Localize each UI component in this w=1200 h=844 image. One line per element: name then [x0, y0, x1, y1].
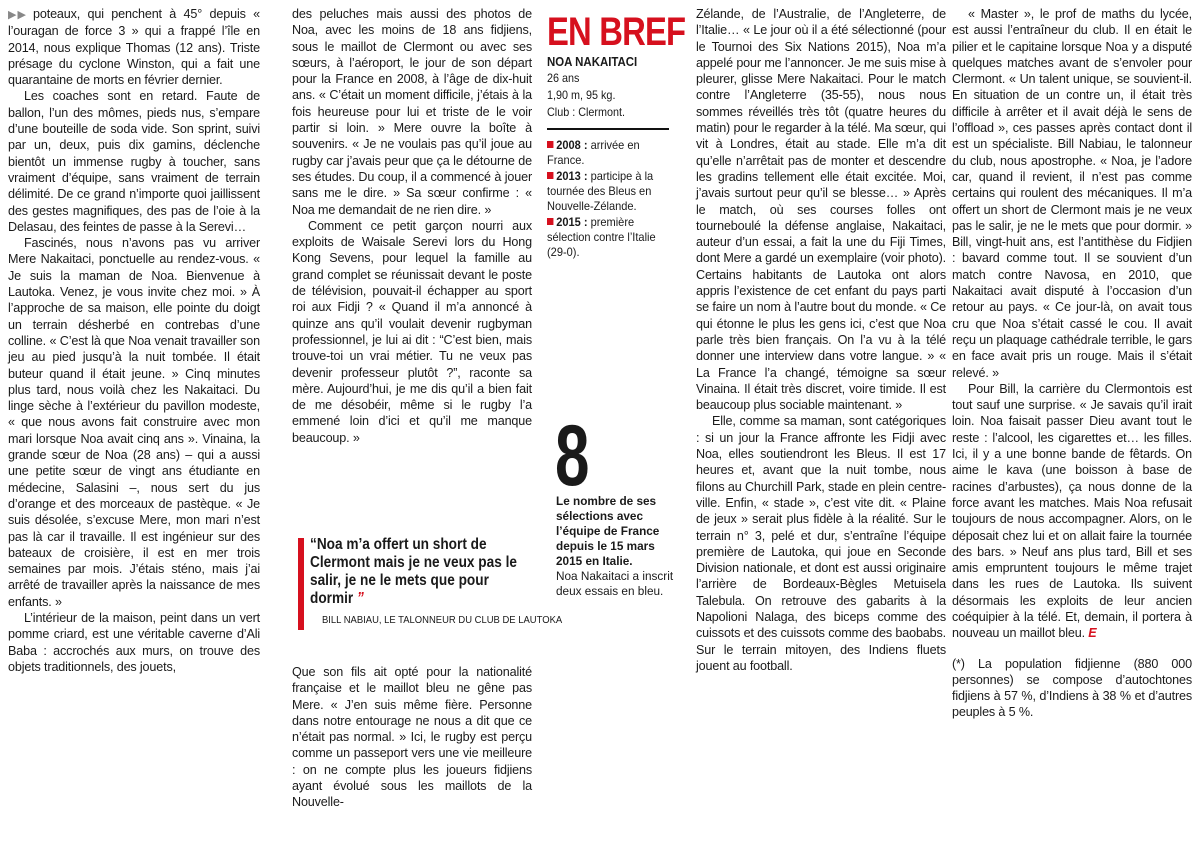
- player-name: NOA NAKAITACI: [547, 54, 638, 69]
- stat-number: 8: [555, 408, 590, 504]
- timeline-item: 2013 : participe à la tournée des Bleus en Nouvelle-Zélande.: [547, 169, 654, 213]
- continuation-arrows-icon: ▶▶: [8, 9, 28, 21]
- stat-caption-bold: Le nombre de ses sélections avec l’équipe de France depuis le 15 mars 2015 en Italie.: [556, 494, 660, 568]
- paragraph: des peluches mais aussi des photos de Noa, avec les moins de 18 ans fidjiens, sous le maillot de Clermont ou avec ses sœurs, à l’aéroport, le jour de son départ pour la France en 2008, à l’âge de dix-huit ans. « C’était un moment difficile, j’étais à la fois heureuse pour lui et triste de le voir partir si loin. » Mere ouvre la boîte à souvenirs. « Je ne voulais pas qu’il joue au rugby car j’avais peur que ça le détourne de ses études. Du coup, il a commencé à jouer sans me le dire. » Sa sœur confirme : « Noa me demandait de ne rien dire. »: [292, 7, 532, 217]
- paragraph: Fascinés, nous n’avons pas vu arriver Mere Nakaitaci, ponctuelle au rendez-vous. « Je suis la maman de Noa. Bienvenue à Lautoka. Venez, je vous invite chez moi. » À l’approche de sa maison, elle pointe du doigt un terrain désherbé en contrebas d’une colline. « C’est là que Noa venait travailler son jeu au pied jusqu’à la nuit tombée. Il était buteur quand il était jeune. » Cinq minutes plus tard, nous voilà chez les Nakaitaci. Du linge sèche à l’extérieur du pavillon modeste, « que nous avons fait construire avec mon mari lorsque Noa avait cinq ans ». Vinaina, la grande sœur de Noa (28 ans) – qui a aussi une petite sœur de vingt ans étudiante en médecine, Salasini –, nous sert du jus d’orange et des morceaux de pastèque. « Je suis désolée, s’excuse Mere, mon mari n’est pas là car il travaille. Il est ingénieur sur des bateaux de croisière, il est en mer trois semaines par mois. J’étais sténo, mais j’ai arrêté de travailler après la naissance de mes enfants. »: [8, 236, 260, 609]
- red-square-icon: [547, 218, 553, 225]
- paragraph: L’intérieur de la maison, peint dans un vert pomme criard, est une véritable caverne d’Ali Baba : accrochés aux murs, on trouve des objets traditionnels, des jouets,: [8, 610, 260, 674]
- pull-quote: [298, 536, 563, 626]
- magazine-signature-logo: E: [1088, 626, 1097, 641]
- quote-accent-bar: [298, 538, 304, 630]
- divider: [547, 128, 669, 130]
- closing-quote-mark: ”: [356, 590, 364, 607]
- quote-author: BILL NABIAU, LE TALONNEUR DU CLUB DE LAUTOKA: [322, 614, 563, 626]
- career-timeline: [547, 138, 672, 260]
- stat-caption-text: Noa Nakaitaci a inscrit deux essais en bleu.: [556, 569, 674, 598]
- paragraph: Que son fils ait opté pour la nationalité française et le maillot bleu ne gêne pas Mere. « J’en suis même fière. Personne dans notre entourage ne nous a dit que ce n’était pas normal. » Ici, le rugby est perçu comme un passeport vers une vie meilleure : on ne compte plus les joueurs fidjiens ayant évolué sous les maillots de la Nouvelle-: [292, 665, 532, 810]
- player-age: 26 ans: [547, 71, 580, 85]
- paragraph: Les coaches sont en retard. Faute de ballon, l’un des mômes, pieds nus, s’empare d’une bouteille de soda vide. Son sprint, suivi par un, deux, puis dix gamins, déclenche bientôt un immense rugby à toucher, sans vraiment d’équipe, sans vraiment de terrain délimité. De ce grand n’importe quoi jaillissent des gestes magnifiques, des pas de l’oie à la Delasau, des feintes de passe à la Serevi…: [8, 89, 260, 234]
- en-bref-box: [547, 10, 686, 260]
- article-column-5: [952, 6, 1192, 721]
- paragraph: ▶▶ poteaux, qui penchent à 45° depuis « l’ouragan de force 3 » qui a frappé l’île en 2014, nous explique Thomas (12 ans). Triste présage du cyclone Winston, qui a fait une quarantaine de morts en février dernier.: [8, 7, 260, 88]
- red-square-icon: [547, 141, 553, 148]
- stat-caption: [556, 494, 674, 599]
- article-column-2-continued: [292, 664, 532, 811]
- timeline-item: 2015 : première sélection contre l’Italie (29-0).: [547, 215, 656, 259]
- footnote: (*) La population fidjienne (880 000 personnes) se compose d’autochtones fidjiens à 57 %, d’Indiens à 38 % et d’autres peuples à 5 %.: [952, 656, 1192, 720]
- article-column-4: [696, 6, 946, 674]
- article-column-1: [8, 6, 260, 675]
- en-bref-title: EN BREF: [547, 10, 686, 54]
- paragraph: Comment ce petit garçon nourri aux exploits de Waisale Serevi lors du Hong Kong Sevens, pour lequel la famille au grand complet se réunissait devant le poste de télévision, pouvait-il échapper au sport roi aux Fidji ? « Quand il m’a annoncé à quinze ans qu’il voulait devenir rugbyman professionnel, je lui ai dit : “C’est bien, mais trouve-toi un vrai métier. Tu ne veux pas devenir professeur plutôt ?”, raconte sa mère. Aujourd’hui, je me dis qu’il a bien fait de me désobéir, même si le rugby l’a emmené loin d’ici et qu’il me manque beaucoup. »: [292, 218, 532, 445]
- quote-text: “Noa m’a offert un short de Clermont mais je ne veux pas le salir, je ne le mets que pour dormir ”: [310, 536, 517, 607]
- player-club: Club : Clermont.: [547, 105, 626, 119]
- paragraph: Zélande, de l’Australie, de l’Angleterre, de l’Italie… « Le jour où il a été sélectionné (pour le Tournoi des Six Nations 2015), Noa m’a appelé pour me l’annoncer. Je me suis mise à pleurer, glisse Mere Nakaitaci. Pour le match contre l’Angleterre (35-55), nous nous sommes réveillés très tôt (quatre heures du matin) pour le regarder à la télé. Ma sœur, qui vit à Londres, était au stade. Elle m’a dit qu’elle n’arrêtait pas de monter et descendre les gradins tellement elle était excitée. Moi, j’avais surtout peur qu’il se blesse… » Après le match, où ses courses folles ont tourneboulé la défense anglaise, Nakaitaci, auteur d’un essai, a fait la une du Fiji Times, dont Mere a gardé un exemplaire (voir photo). Certains habitants de Lautoka ont alors appris l’existence de cet enfant du pays parti se faire un nom à l’autre bout du monde. « Ce qui étonne le plus les gens ici, c’est que Noa parle très bien français. On l’a vu à la télé donner une interview dans votre langue. » « La France l’a changé, témoigne sa sœur Vinaina. Il était très discret, voire timide. Il est beaucoup plus sociable maintenant. »: [696, 7, 946, 413]
- paragraph: « Master », le prof de maths du lycée, est aussi l’entraîneur du club. Il en était le pilier et le capitaine lorsque Noa y a disputé quelques matches avant de s’envoler pour Clermont. « Un talent unique, se souvient-il. En situation de un contre un, il était très difficile à arrêter et il avait déjà le sens de l’offload », ces passes après contact dont il est un spécialiste. Bill Nabiau, le talonneur du club, nous apostrophe. « Noa, je l’adore car, quand il revient, il n’est pas comme certains qui roulent des mécaniques. Il m’a offert un short de Clermont mais je ne veux pas le salir, je ne le mets que pour dormir. » Bill, vingt-huit ans, est l’antithèse du Fidjien : bavard comme tout. Il se souvient d’un match contre Navosa, en 2010, que Nakaitaci avait disputé à l’occasion d’un retour au pays. « Ce jour-là, on avait tous cru que Noa s’était cassé le cou. Il avait reçu un plaquage cathédrale terrible, le gars en face avait pris un rouge. Mais il s’était relevé. »: [952, 7, 1192, 380]
- red-square-icon: [547, 172, 553, 179]
- player-size: 1,90 m, 95 kg.: [547, 88, 616, 102]
- paragraph: Elle, comme sa maman, sont catégoriques : si un jour la France affronte les Fidji avec Noa, elles soutiendront les Bleus. Il est 17 heures et, avant que la nuit tombe, nous filons au Churchill Park, stade en plein centre-ville. Enfin, « stade », c’est vite dit. « Plaine de jeux » serait plus fidèle à la réalité. Sur le terrain n° 3, pelé et dur, s’entraîne l’équipe première de Lautoka, qui joue en Seconde Division nationale, et dont est aussi originaire l’arrière de Bordeaux-Bègles Metuisela Talebula. On retrouve des gabarits à la Napolioni Nalaga, des biceps comme des cuissots et des cuissots comme des baobabs. Sur le terrain mitoyen, des Indiens fluets jouent au football.: [696, 414, 946, 673]
- article-column-2: [292, 6, 532, 446]
- paragraph: Pour Bill, la carrière du Clermontois est tout sauf une surprise. « Je savais qu’il irait loin. Noa faisait passer Dieu avant tout le reste : l’alcool, les cigarettes et… les filles. Ici, il y a une bonne bande de fêtards. On aime le kava (une boisson à base de racines d’arbustes), ça nous donne de la force avant les matches. Mais Noa refusait toujours de nous accompagner. Alors, on le déposait chez lui et on allait faire la tournée des bars. » Neuf ans plus tard, Bill et ses amis empruntent toujours le même trajet dans les rues de Lautoka. Ils suivent désormais les exploits de leur ancien coéquipier à la télé. Et, demain, il portera à nouveau un maillot bleu. E: [952, 381, 1192, 641]
- timeline-item: 2008 : arrivée en France.: [547, 138, 640, 167]
